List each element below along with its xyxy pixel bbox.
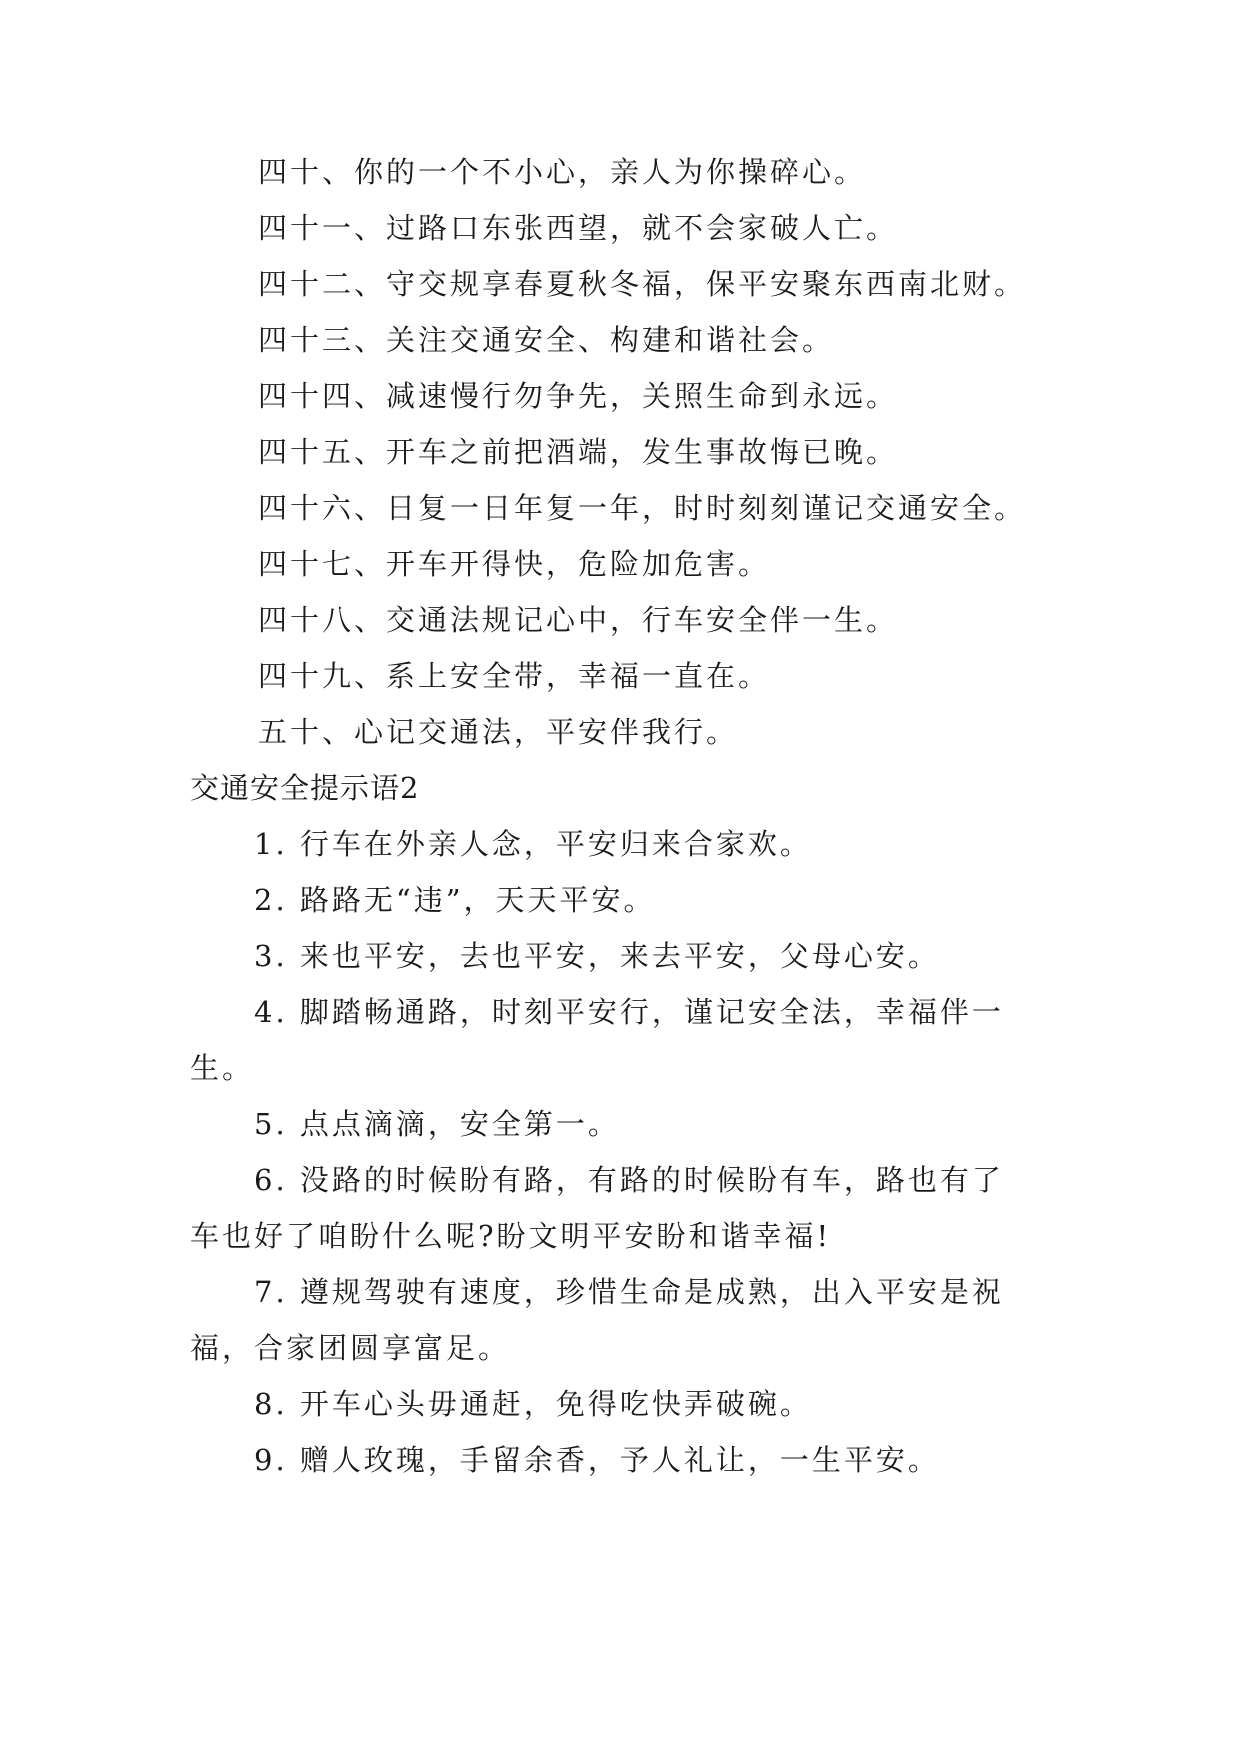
slogan-line: 3. 来也平安，去也平安，来去平安，父母心安。 [254, 939, 940, 973]
slogan-line: 1. 行车在外亲人念，平安归来合家欢。 [254, 827, 812, 861]
slogan-line: 2. 路路无“违”，天天平安。 [254, 883, 656, 917]
section-title: 交通安全提示语2 [190, 771, 420, 805]
slogan-line: 9. 赠人玫瑰，手留余香，予人礼让，一生平安。 [254, 1443, 940, 1477]
slogan-line: 四十三、关注交通安全、构建和谐社会。 [258, 323, 835, 357]
slogan-line: 8. 开车心头毋通赶，免得吃快弄破碗。 [254, 1387, 812, 1421]
slogan-line: 四十七、开车开得快，危险加危害。 [258, 547, 771, 581]
slogan-line: 四十二、守交规享春夏秋冬福，保平安聚东西南北财。 [258, 267, 1027, 301]
slogan-line: 6. 没路的时候盼有路，有路的时候盼有车，路也有了 [254, 1163, 1004, 1197]
slogan-line-continuation: 生。 [190, 1051, 255, 1085]
slogan-line: 5. 点点滴滴，安全第一。 [254, 1107, 620, 1141]
slogan-line: 五十、心记交通法，平安伴我行。 [258, 715, 739, 749]
slogan-line: 四十一、过路口东张西望，就不会家破人亡。 [258, 211, 899, 245]
slogan-line: 四十、你的一个不小心，亲人为你操碎心。 [258, 155, 867, 189]
slogan-line-continuation: 福，合家团圆享富足。 [190, 1331, 511, 1365]
slogan-line: 四十四、减速慢行勿争先，关照生命到永远。 [258, 379, 899, 413]
slogan-line-continuation: 车也好了咱盼什么呢?盼文明平安盼和谐幸福! [190, 1219, 832, 1253]
slogan-line: 四十九、系上安全带，幸福一直在。 [258, 659, 771, 693]
slogan-line: 四十六、日复一日年复一年，时时刻刻谨记交通安全。 [258, 491, 1027, 525]
slogan-line: 四十五、开车之前把酒端，发生事故悔已晚。 [258, 435, 899, 469]
slogan-line: 7. 遵规驾驶有速度，珍惜生命是成熟，出入平安是祝 [254, 1275, 1004, 1309]
slogan-line: 四十八、交通法规记心中，行车安全伴一生。 [258, 603, 899, 637]
slogan-line: 4. 脚踏畅通路，时刻平安行，谨记安全法，幸福伴一 [254, 995, 1004, 1029]
